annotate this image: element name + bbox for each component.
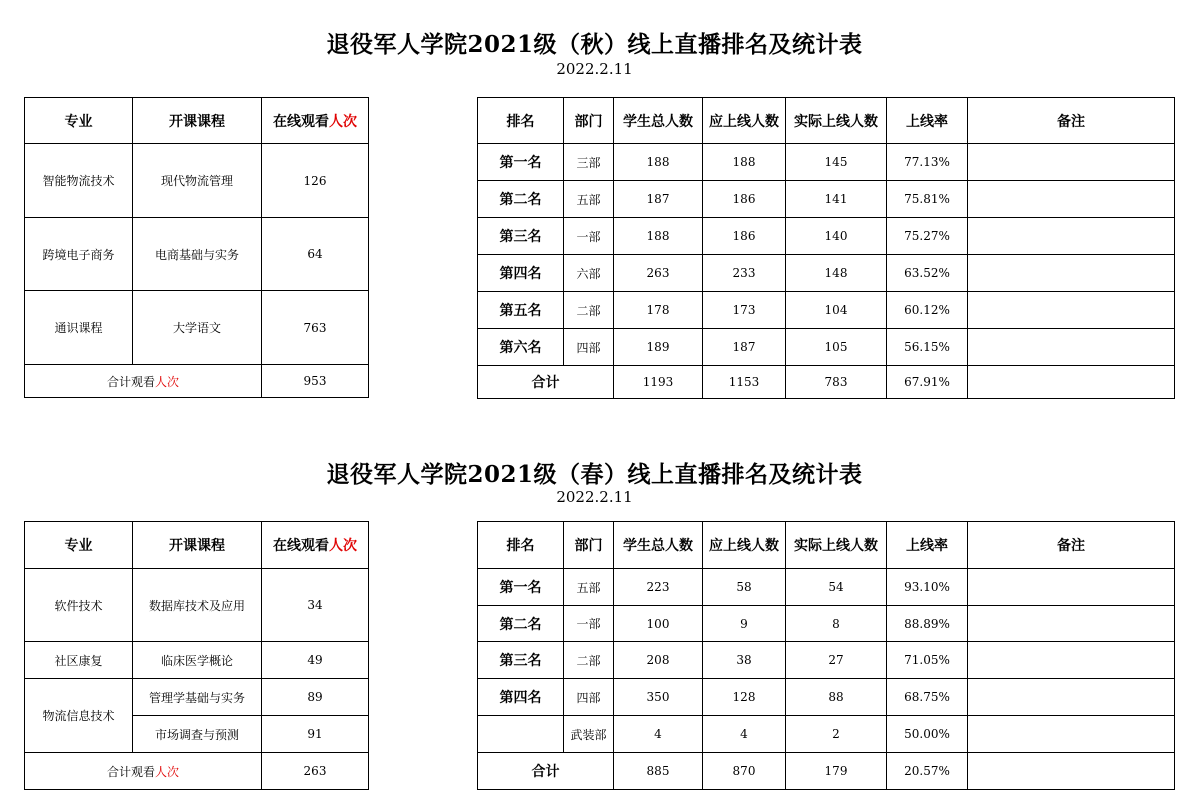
table-row (478, 255, 1175, 292)
note-cell (968, 218, 1175, 255)
actual-cell: 140 (786, 218, 887, 255)
total-label: 合计 (478, 366, 614, 399)
rate-cell: 56.15% (887, 329, 968, 366)
total-cell: 223 (614, 569, 703, 606)
rate-cell: 77.13% (887, 144, 968, 181)
dept-cell: 四部 (564, 679, 614, 716)
major-cell: 软件技术 (25, 569, 133, 642)
rank-cell: 第一名 (478, 144, 564, 181)
rate-cell: 93.10% (887, 569, 968, 606)
header-rank: 排名 (478, 522, 564, 569)
actual-cell: 148 (786, 255, 887, 292)
total-label: 合计 (478, 753, 614, 790)
total-label: 合计观看人次 (25, 365, 262, 398)
total-row (478, 366, 1175, 399)
note-cell (968, 679, 1175, 716)
header-course: 开课课程 (133, 98, 262, 144)
rank-cell: 第一名 (478, 569, 564, 606)
header-dept: 部门 (564, 98, 614, 144)
table-row (25, 291, 369, 365)
actual-cell: 145 (786, 144, 887, 181)
header-total-students: 学生总人数 (614, 522, 703, 569)
spring-ranking-table (477, 521, 1175, 790)
course-cell: 临床医学概论 (133, 642, 262, 679)
views-cell: 34 (262, 569, 369, 642)
expected-cell: 233 (703, 255, 786, 292)
dept-cell: 武装部 (564, 716, 614, 753)
expected-cell: 188 (703, 144, 786, 181)
total-cell: 350 (614, 679, 703, 716)
rank-cell: 第二名 (478, 606, 564, 642)
table-row (478, 606, 1175, 642)
rate-cell: 60.12% (887, 292, 968, 329)
actual-cell: 88 (786, 679, 887, 716)
rank-cell: 第五名 (478, 292, 564, 329)
total-label: 合计观看人次 (25, 753, 262, 790)
rate-cell: 63.52% (887, 255, 968, 292)
note-cell (968, 642, 1175, 679)
rate-total: 67.91% (887, 366, 968, 399)
total-row (25, 753, 369, 790)
actual-cell: 105 (786, 329, 887, 366)
major-cell: 通识课程 (25, 291, 133, 365)
rate-cell: 75.27% (887, 218, 968, 255)
header-course: 开课课程 (133, 522, 262, 569)
spring-title: 退役军人学院2021级（春）线上直播排名及统计表 (326, 461, 863, 488)
views-cell: 64 (262, 218, 369, 291)
table-row (478, 679, 1175, 716)
total-views: 953 (262, 365, 369, 398)
expected-cell: 38 (703, 642, 786, 679)
dept-cell: 五部 (564, 569, 614, 606)
rate-total: 20.57% (887, 753, 968, 790)
header-major: 专业 (25, 98, 133, 144)
table-row (478, 218, 1175, 255)
expected-cell: 186 (703, 181, 786, 218)
expected-cell: 173 (703, 292, 786, 329)
expected-sum: 870 (703, 753, 786, 790)
views-cell: 49 (262, 642, 369, 679)
rank-cell: 第四名 (478, 255, 564, 292)
actual-cell: 27 (786, 642, 887, 679)
course-cell: 数据库技术及应用 (133, 569, 262, 642)
header-rate: 上线率 (887, 522, 968, 569)
actual-cell: 8 (786, 606, 887, 642)
note-cell (968, 606, 1175, 642)
header-views: 在线观看人次 (262, 98, 369, 144)
spring-date: 2022.2.11 (556, 488, 633, 506)
table-row (478, 144, 1175, 181)
rank-cell: 第三名 (478, 642, 564, 679)
header-actual: 实际上线人数 (786, 522, 887, 569)
note-cell (968, 181, 1175, 218)
dept-cell: 四部 (564, 329, 614, 366)
expected-cell: 187 (703, 329, 786, 366)
total-cell: 4 (614, 716, 703, 753)
views-cell: 763 (262, 291, 369, 365)
table-row (25, 642, 369, 679)
total-cell: 100 (614, 606, 703, 642)
header-expected: 应上线人数 (703, 98, 786, 144)
table-row (478, 716, 1175, 753)
header-note: 备注 (968, 522, 1175, 569)
total-cell: 188 (614, 218, 703, 255)
rate-cell: 88.89% (887, 606, 968, 642)
expected-sum: 1153 (703, 366, 786, 399)
total-students-sum: 885 (614, 753, 703, 790)
rank-cell: 第四名 (478, 679, 564, 716)
major-cell: 智能物流技术 (25, 144, 133, 218)
table-row (25, 218, 369, 291)
course-cell: 市场调查与预测 (133, 716, 262, 753)
expected-cell: 186 (703, 218, 786, 255)
note-cell (968, 329, 1175, 366)
table-row (478, 642, 1175, 679)
major-cell: 跨境电子商务 (25, 218, 133, 291)
table-row (25, 679, 369, 716)
table-row (478, 292, 1175, 329)
actual-cell: 104 (786, 292, 887, 329)
total-row (25, 365, 369, 398)
actual-cell: 54 (786, 569, 887, 606)
rank-cell: 第二名 (478, 181, 564, 218)
total-cell: 178 (614, 292, 703, 329)
total-cell: 189 (614, 329, 703, 366)
views-cell: 126 (262, 144, 369, 218)
actual-cell: 141 (786, 181, 887, 218)
rate-cell: 75.81% (887, 181, 968, 218)
rank-cell (478, 716, 564, 753)
course-cell: 大学语文 (133, 291, 262, 365)
table-row (478, 569, 1175, 606)
header-note: 备注 (968, 98, 1175, 144)
major-cell: 物流信息技术 (25, 679, 133, 753)
rank-cell: 第六名 (478, 329, 564, 366)
dept-cell: 六部 (564, 255, 614, 292)
rate-cell: 71.05% (887, 642, 968, 679)
note-cell (968, 569, 1175, 606)
total-row (478, 753, 1175, 790)
note-cell (968, 716, 1175, 753)
note-cell (968, 255, 1175, 292)
autumn-date: 2022.2.11 (556, 60, 633, 78)
major-cell: 社区康复 (25, 642, 133, 679)
header-major: 专业 (25, 522, 133, 569)
total-students-sum: 1193 (614, 366, 703, 399)
header-views: 在线观看人次 (262, 522, 369, 569)
dept-cell: 二部 (564, 642, 614, 679)
spring-course-table (24, 521, 369, 790)
expected-cell: 58 (703, 569, 786, 606)
views-cell: 91 (262, 716, 369, 753)
note-cell (968, 753, 1175, 790)
autumn-course-table (24, 97, 369, 398)
dept-cell: 五部 (564, 181, 614, 218)
table-row (478, 181, 1175, 218)
dept-cell: 一部 (564, 606, 614, 642)
total-cell: 208 (614, 642, 703, 679)
total-views: 263 (262, 753, 369, 790)
note-cell (968, 292, 1175, 329)
table-row (25, 569, 369, 642)
total-cell: 263 (614, 255, 703, 292)
actual-cell: 2 (786, 716, 887, 753)
actual-sum: 783 (786, 366, 887, 399)
dept-cell: 一部 (564, 218, 614, 255)
total-cell: 188 (614, 144, 703, 181)
table-row (25, 144, 369, 218)
rank-cell: 第三名 (478, 218, 564, 255)
note-cell (968, 366, 1175, 399)
header-dept: 部门 (564, 522, 614, 569)
dept-cell: 二部 (564, 292, 614, 329)
header-actual: 实际上线人数 (786, 98, 887, 144)
expected-cell: 128 (703, 679, 786, 716)
autumn-ranking-table (477, 97, 1175, 399)
dept-cell: 三部 (564, 144, 614, 181)
actual-sum: 179 (786, 753, 887, 790)
table-row (478, 329, 1175, 366)
expected-cell: 4 (703, 716, 786, 753)
course-cell: 管理学基础与实务 (133, 679, 262, 716)
views-cell: 89 (262, 679, 369, 716)
header-rate: 上线率 (887, 98, 968, 144)
note-cell (968, 144, 1175, 181)
total-cell: 187 (614, 181, 703, 218)
rate-cell: 68.75% (887, 679, 968, 716)
header-rank: 排名 (478, 98, 564, 144)
autumn-title: 退役军人学院2021级（秋）线上直播排名及统计表 (326, 31, 863, 58)
course-cell: 电商基础与实务 (133, 218, 262, 291)
expected-cell: 9 (703, 606, 786, 642)
course-cell: 现代物流管理 (133, 144, 262, 218)
header-total-students: 学生总人数 (614, 98, 703, 144)
rate-cell: 50.00% (887, 716, 968, 753)
header-expected: 应上线人数 (703, 522, 786, 569)
